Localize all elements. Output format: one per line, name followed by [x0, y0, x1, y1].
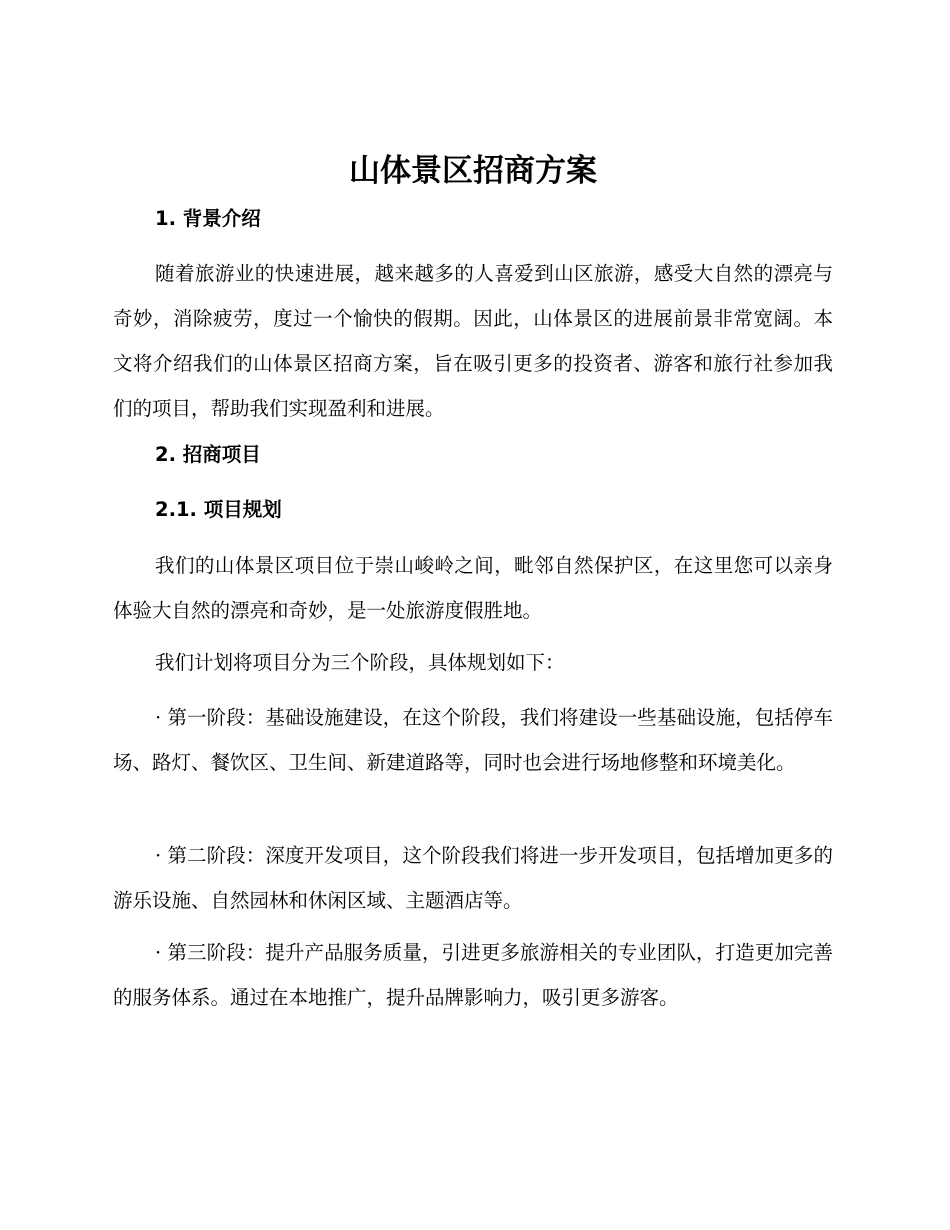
paragraph-background: 随着旅游业的快速进展，越来越多的人喜爱到山区旅游，感受大自然的漂亮与奇妙，消除疲劳，度过一个愉快的假期。因此，山体景区的进展前景非常宽阔。本文将介绍我们的山体景区招商方案，旨在吸引更多的投资者、游客和旅行社参加我们的项目，帮助我们实现盈利和进展。	[113, 262, 833, 420]
document-title: 山体景区招商方案	[349, 153, 597, 189]
list-item-phase-1: · 第一阶段：基础设施建设，在这个阶段，我们将建设一些基础设施，包括停车场、路灯、餐饮区、卫生间、新建道路等，同时也会进行场地修整和环境美化。	[113, 706, 833, 774]
paragraph-phases-intro: 我们计划将项目分为三个阶段，具体规划如下：	[155, 651, 565, 674]
section-heading-background: 1. 背景介绍	[155, 207, 261, 230]
section-heading-investment-projects: 2. 招商项目	[155, 443, 261, 466]
list-item-phase-2: · 第二阶段：深度开发项目，这个阶段我们将进一步开发项目，包括增加更多的游乐设施、自然园林和休闲区域、主题酒店等。	[113, 844, 833, 912]
paragraph-project-location: 我们的山体景区项目位于崇山峻岭之间，毗邻自然保护区，在这里您可以亲身体验大自然的漂亮和奇妙，是一处旅游度假胜地。	[113, 554, 833, 622]
list-item-phase-3: · 第三阶段：提升产品服务质量，引进更多旅游相关的专业团队，打造更加完善的服务体系。通过在本地推广，提升品牌影响力，吸引更多游客。	[113, 941, 833, 1009]
subsection-heading-project-planning: 2.1. 项目规划	[155, 498, 282, 521]
